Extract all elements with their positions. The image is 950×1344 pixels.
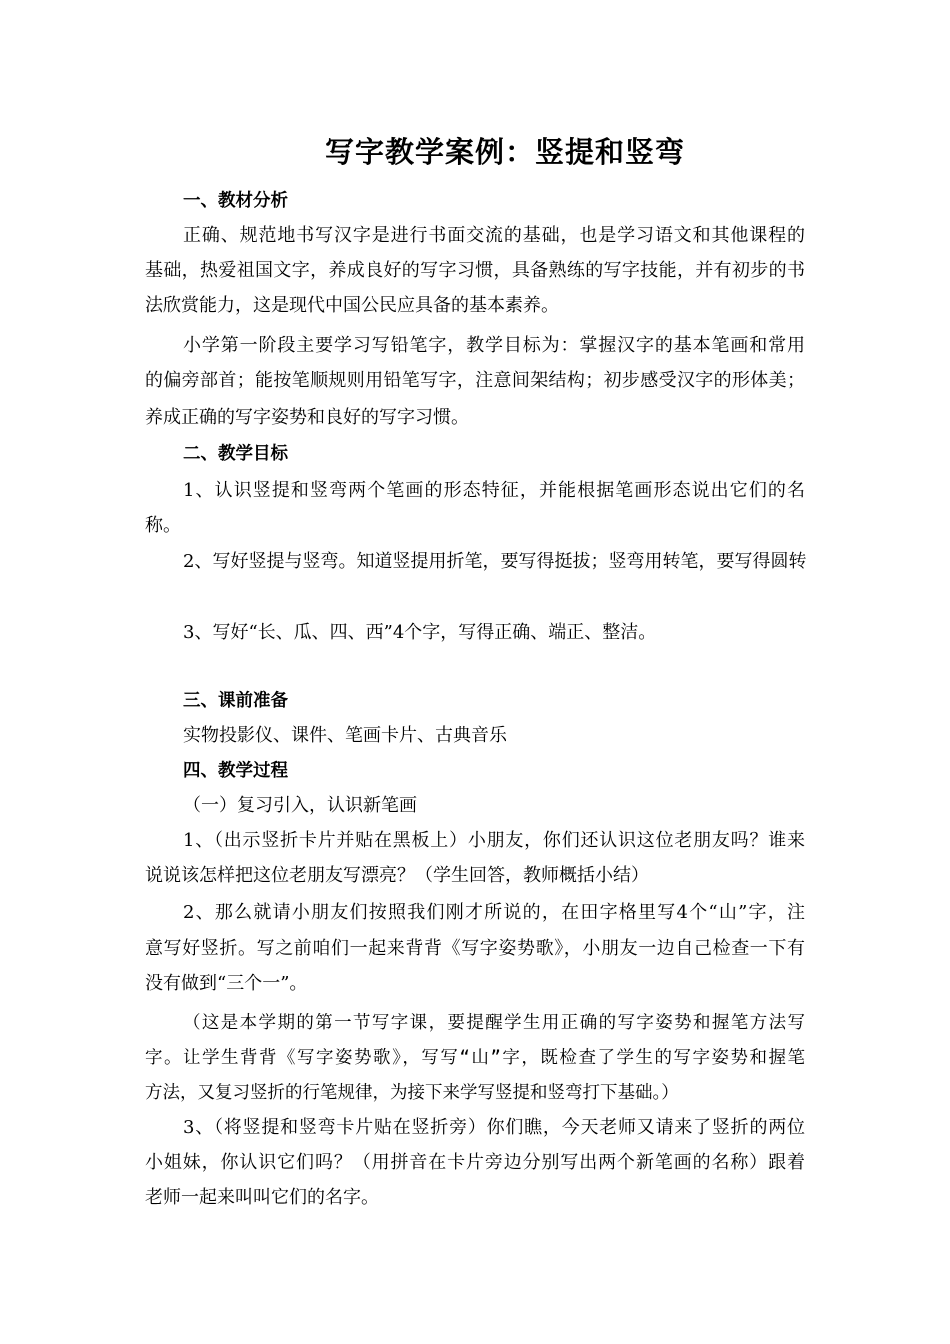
process-line: 说说该怎样把这位老朋友写漂亮？（学生回答，教师概括小结）	[145, 865, 649, 886]
document-title: 写字教学案例：竖提和竖弯	[324, 135, 685, 169]
process-line: 3、（将竖提和竖弯卡片贴在竖折旁）你们瞧，今天老师又请来了竖折的两位	[183, 1117, 805, 1138]
goal-line: 2、写好竖提与竖弯。知道竖提用折笔，要写得挺拔；竖弯用转笔，要写得圆转	[183, 551, 807, 572]
process-line: 老师一起来叫叫它们的名字。	[145, 1187, 379, 1208]
subsection-heading: （一）复习引入，认识新笔画	[183, 795, 417, 816]
process-line: 1、（出示竖折卡片并贴在黑板上）小朋友，你们还认识这位老朋友吗？谁来	[183, 830, 805, 851]
process-line: 2、那么就请小朋友们按照我们刚才所说的，在田字格里写4个“山”字，注	[183, 902, 805, 923]
teacher-note-line: （这是本学期的第一节写字课，要提醒学生用正确的写字姿势和握笔方法写	[183, 1013, 805, 1033]
section-heading-materials: 一、教材分析	[183, 191, 288, 211]
paragraph-line: 的偏旁部首；能按笔顺规则用铅笔写字，注意间架结构；初步感受汉字的形体美；	[145, 370, 805, 391]
section-heading-preparation: 三、课前准备	[183, 691, 288, 711]
paragraph-line: 法欣赏能力，这是现代中国公民应具备的基本素养。	[145, 295, 559, 316]
preparation-text: 实物投影仪、课件、笔画卡片、古典音乐	[183, 725, 507, 746]
paragraph-line: 养成正确的写字姿势和良好的写字习惯。	[145, 407, 469, 428]
section-heading-process: 四、教学过程	[183, 761, 288, 781]
goal-line: 称。	[145, 515, 181, 536]
section-heading-goals: 二、教学目标	[183, 444, 288, 464]
teacher-note-line: 方法，又复习竖折的行笔规律，为接下来学写竖提和竖弯打下基础。）	[145, 1083, 679, 1103]
paragraph-line: 正确、规范地书写汉字是进行书面交流的基础，也是学习语文和其他课程的	[183, 225, 805, 246]
paragraph-line: 小学第一阶段主要学习写铅笔字，教学目标为：掌握汉字的基本笔画和常用	[183, 335, 805, 356]
teacher-note-line: 字。让学生背背《写字姿势歌》，写写“山”字，既检查了学生的写字姿势和握笔	[145, 1048, 805, 1068]
process-line: 意写好竖折。写之前咱们一起来背背《写字姿势歌》，小朋友一边自己检查一下有	[145, 938, 805, 959]
goal-line: 1、认识竖提和竖弯两个笔画的形态特征，并能根据笔画形态说出它们的名	[183, 480, 805, 501]
goal-line: 3、写好“长、瓜、四、西”4个字，写得正确、端正、整洁。	[183, 622, 657, 643]
paragraph-line: 基础，热爱祖国文字，养成良好的写字习惯，具备熟练的写字技能，并有初步的书	[145, 260, 805, 281]
process-line: 没有做到“三个一”。	[145, 973, 308, 994]
process-line: 小姐妹，你认识它们吗？（用拼音在卡片旁边分别写出两个新笔画的名称）跟着	[145, 1152, 805, 1173]
